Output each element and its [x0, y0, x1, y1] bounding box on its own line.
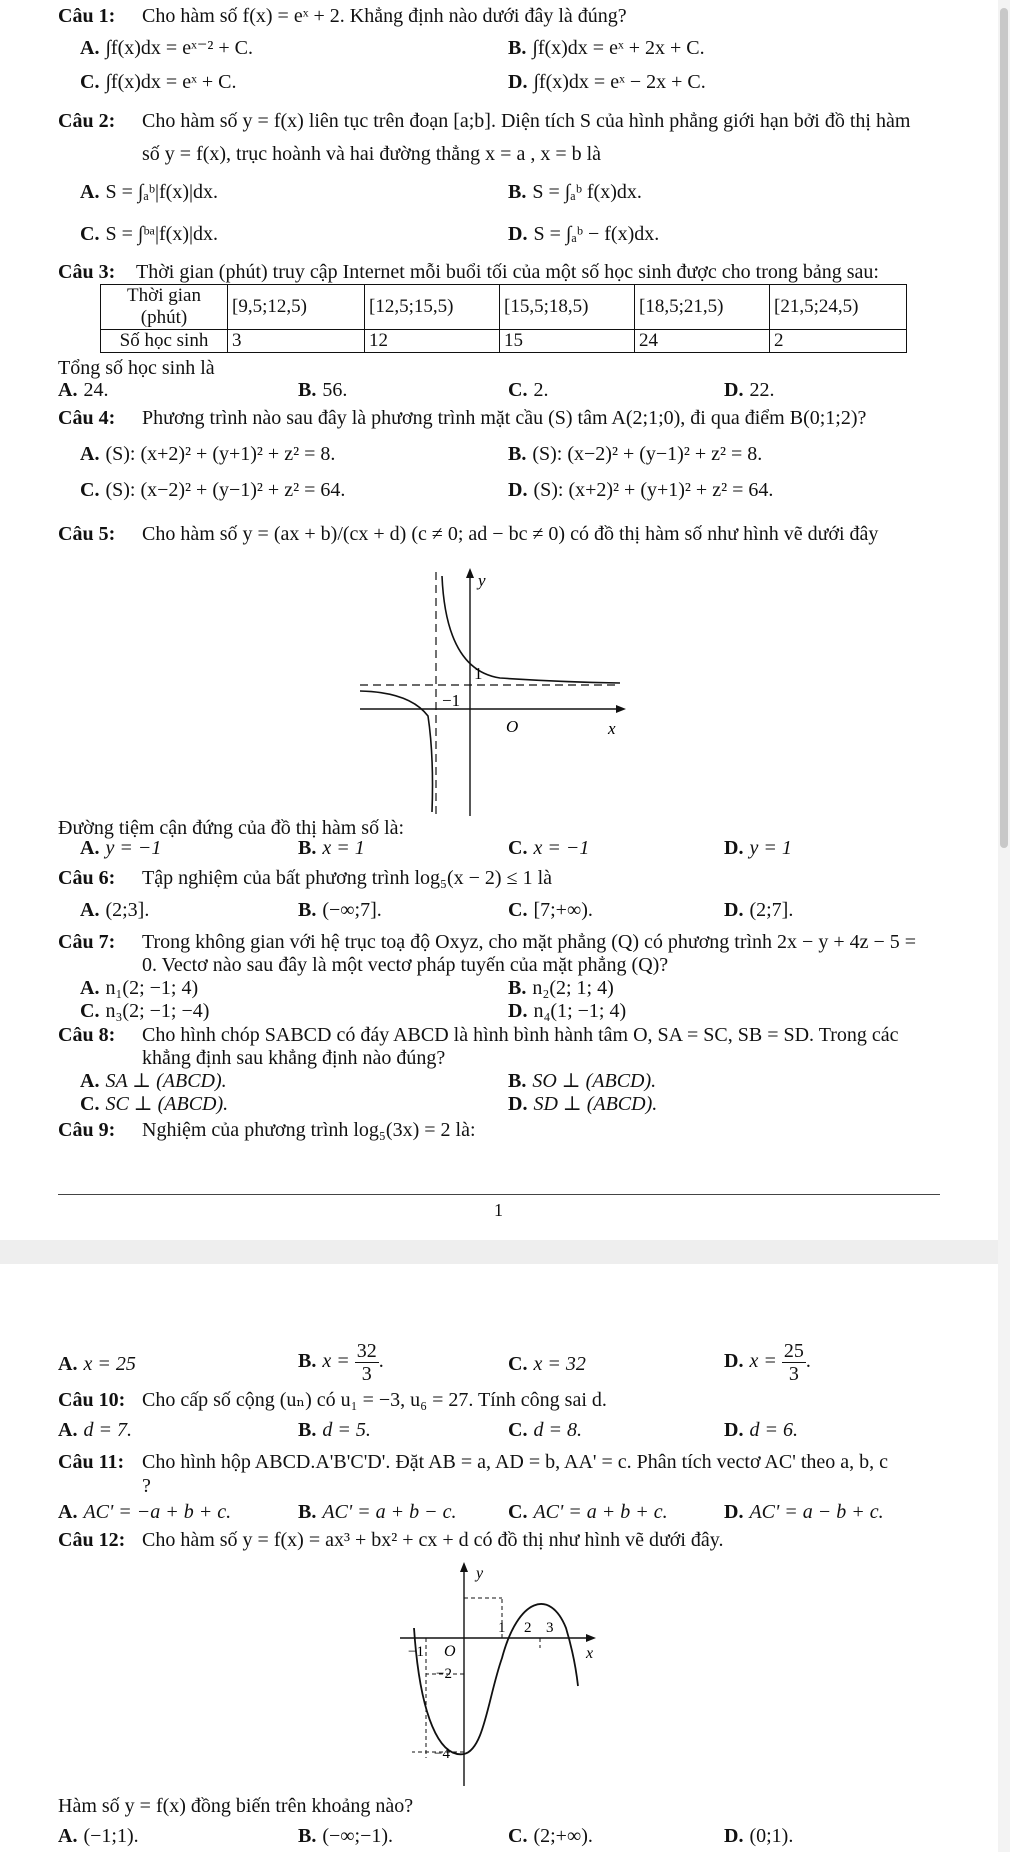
q6-option-b: B. (−∞;7].	[298, 899, 382, 921]
q5-y-tick-label: 1	[474, 664, 483, 683]
table-cell: [21,5;24,5)	[770, 285, 907, 330]
page-separator	[0, 1240, 1010, 1264]
table-cell: [15,5;18,5)	[500, 285, 635, 330]
question-5-heading: Câu 5:	[58, 523, 116, 545]
page-sheet-2	[0, 1264, 1010, 1852]
question-12-after: Hàm số y = f(x) đồng biến trên khoảng nào?	[58, 1795, 414, 1817]
question-4-text: Phương trình nào sau đây là phương trình mặt cầu (S) tâm A(2;1;0), đi qua điểm B(0;1;2)?	[142, 407, 867, 429]
question-4	[58, 406, 866, 430]
table-cell: Số học sinh	[101, 330, 228, 353]
q4-option-a: A. (S): (x+2)² + (y+1)² + z² = 8.	[80, 443, 336, 465]
question-12-text: Cho hàm số y = f(x) = ax³ + bx² + cx + d có đồ thị như hình vẽ dưới đây.	[142, 1529, 724, 1551]
q12-tick-x2: 2	[524, 1620, 532, 1636]
question-7-text-2: 0. Vectơ nào sau đây là một vectơ pháp tuyến của mặt phẳng (Q)?	[142, 954, 669, 976]
q1-option-a: A. ∫f(x)dx = eˣ⁻² + C.	[80, 37, 254, 59]
q12-tick-y-neg2: −2	[436, 1666, 452, 1682]
question-11-heading: Câu 11:	[58, 1451, 125, 1473]
fraction-numerator: 32	[356, 1340, 377, 1362]
q12-x-label: x	[586, 1645, 594, 1662]
q5-option-d: D. y = 1	[724, 837, 792, 859]
question-8-text-2: khẳng định sau khẳng định nào đúng?	[142, 1047, 446, 1069]
question-2-text-2: số y = f(x), trục hoành và hai đường thẳng x = a , x = b là	[142, 143, 602, 165]
q10-option-d: D. d = 6.	[724, 1419, 798, 1441]
q2-option-b: B. S = ∫ₐᵇ f(x)dx.	[508, 181, 642, 203]
question-8-text-1: Cho hình chóp SABCD có đáy ABCD là hình bình hành tâm O, SA = SC, SB = SD. Trong các	[142, 1024, 899, 1046]
question-10	[58, 1388, 607, 1412]
vertical-scrollbar[interactable]	[998, 0, 1010, 1852]
question-3-after: Tổng số học sinh là	[58, 357, 215, 379]
question-7-text-1: Trong không gian với hệ trục toạ độ Oxyz, cho mặt phẳng (Q) có phương trình 2x − y + 4z − 5 =	[142, 931, 917, 953]
q12-y-label: y	[476, 1565, 484, 1582]
q9-option-c: C. x = 32	[508, 1353, 586, 1375]
q7-option-b: B. n₂(2; 1; 4)	[508, 977, 614, 999]
question-8	[58, 1023, 899, 1047]
q11-option-b: B. AC' = a + b − c.	[298, 1501, 457, 1523]
q10-option-c: C. d = 8.	[508, 1419, 582, 1441]
q10-option-b: B. d = 5.	[298, 1419, 371, 1441]
table-row	[101, 285, 907, 330]
question-4-heading: Câu 4:	[58, 407, 116, 429]
q12-cubic-graph	[400, 1558, 600, 1788]
q3-option-a: A. 24.	[58, 379, 109, 401]
q9-option-a: A. x = 25	[58, 1353, 136, 1375]
q12-option-d: D. (0;1).	[724, 1825, 794, 1847]
table-cell: 24	[635, 330, 770, 353]
question-10-text: Cho cấp số cộng (uₙ) có u₁ = −3, u₆ = 27. Tính công sai d.	[142, 1389, 607, 1411]
q2-option-c: C. S = ∫ᵇᵃ|f(x)|dx.	[80, 223, 218, 245]
fraction-denominator: 3	[788, 1363, 799, 1385]
page-footer-rule	[58, 1194, 940, 1195]
question-6-text: Tập nghiệm của bất phương trình log₅(x − 2) ≤ 1 là	[142, 867, 552, 889]
q6-option-c: C. [7;+∞).	[508, 899, 593, 921]
question-5-after: Đường tiệm cận đứng của đồ thị hàm số là:	[58, 817, 405, 839]
question-9	[58, 1118, 476, 1142]
q12-tick-x3: 3	[546, 1620, 554, 1636]
q7-option-c: C. n₃(2; −1; −4)	[80, 1000, 210, 1022]
scrollbar-thumb[interactable]	[1000, 8, 1008, 848]
fraction-denominator: 3	[361, 1363, 372, 1385]
q3-data-table	[100, 284, 907, 353]
q8-option-b: B. SO ⊥ (ABCD).	[508, 1070, 657, 1092]
q5-option-b: B. x = 1	[298, 837, 365, 859]
question-11-text: Cho hình hộp ABCD.A'B'C'D'. Đặt AB = a, AD = b, AA' = c. Phân tích vectơ AC' theo a, b, c	[142, 1451, 889, 1473]
question-9-heading: Câu 9:	[58, 1119, 116, 1141]
q9-option-d: D. x = $\frac{25}{3}$ .	[724, 1340, 811, 1385]
q2-option-d: D. S = ∫ₐᵇ − f(x)dx.	[508, 223, 660, 245]
page-number: 1	[494, 1200, 503, 1220]
table-cell: 15	[500, 330, 635, 353]
q5-curve-right-branch	[442, 576, 620, 683]
q4-option-d: D. (S): (x+2)² + (y+1)² + z² = 64.	[508, 479, 774, 501]
question-7-heading: Câu 7:	[58, 931, 116, 953]
question-11	[58, 1450, 888, 1474]
question-2-heading: Câu 2:	[58, 110, 116, 132]
q6-option-a: A. (2;3].	[80, 899, 150, 921]
table-cell: 2	[770, 330, 907, 353]
q11-option-d: D. AC' = a − b + c.	[724, 1501, 884, 1523]
q7-option-d: D. n₄(1; −1; 4)	[508, 1000, 627, 1022]
q4-option-b: B. (S): (x−2)² + (y−1)² + z² = 8.	[508, 443, 763, 465]
question-5	[58, 522, 878, 546]
q12-tick-y-neg4: −4	[434, 1746, 450, 1762]
q12-option-c: C. (2;+∞).	[508, 1825, 593, 1847]
question-1	[58, 4, 627, 28]
q1-option-d: D. ∫f(x)dx = eˣ − 2x + C.	[508, 71, 706, 93]
question-3-heading: Câu 3:	[58, 261, 116, 283]
q7-option-a: A. n₁(2; −1; 4)	[80, 977, 199, 999]
question-9-text: Nghiệm của phương trình log₅(3x) = 2 là:	[142, 1119, 476, 1141]
q5-option-a: A. y = −1	[80, 837, 162, 859]
q5-y-label: y	[478, 571, 486, 590]
q1-option-c: C. ∫f(x)dx = eˣ + C.	[80, 71, 237, 93]
q5-x-axis-arrow	[616, 705, 626, 713]
question-7	[58, 930, 916, 954]
question-2-text-1: Cho hàm số y = f(x) liên tục trên đoạn [a;b]. Diện tích S của hình phẳng giới hạn bởi đồ thị hàm	[142, 110, 911, 132]
q12-y-axis-arrow	[460, 1562, 468, 1572]
fraction-numerator: 25	[783, 1340, 804, 1362]
q5-hyperbola-graph	[360, 566, 660, 816]
q12-x-axis-arrow	[586, 1634, 596, 1642]
question-5-text: Cho hàm số y = (ax + b)/(cx + d) (c ≠ 0; ad − bc ≠ 0) có đồ thị hàm số như hình vẽ dưới đây	[142, 523, 879, 545]
q6-option-d: D. (2;7].	[724, 899, 794, 921]
q12-tick-x-neg: −1	[408, 1644, 424, 1660]
question-10-heading: Câu 10:	[58, 1389, 126, 1411]
q5-x-label: x	[608, 719, 616, 738]
q8-option-c: C. SC ⊥ (ABCD).	[80, 1093, 229, 1115]
q5-x-tick-label: −1	[442, 691, 461, 710]
q5-option-c: C. x = −1	[508, 837, 590, 859]
question-8-heading: Câu 8:	[58, 1024, 116, 1046]
q8-option-d: D. SD ⊥ (ABCD).	[508, 1093, 658, 1115]
q5-origin-label: O	[506, 717, 519, 736]
q11-option-c: C. AC' = a + b + c.	[508, 1501, 668, 1523]
table-row	[101, 330, 907, 353]
q9-option-b: B. x = $\frac{32}{3}$ .	[298, 1340, 384, 1385]
q11-option-a: A. AC' = −a + b + c.	[58, 1501, 232, 1523]
q3-option-d: D. 22.	[724, 379, 775, 401]
table-cell: [18,5;21,5)	[635, 285, 770, 330]
question-1-heading: Câu 1:	[58, 5, 116, 27]
q2-option-a: A. S = ∫ₐᵇ|f(x)|dx.	[80, 181, 218, 203]
table-cell: [12,5;15,5)	[365, 285, 500, 330]
q8-option-a: A. SA ⊥ (ABCD).	[80, 1070, 227, 1092]
question-12	[58, 1528, 724, 1552]
q3-option-b: B. 56.	[298, 379, 348, 401]
q12-option-b: B. (−∞;−1).	[298, 1825, 394, 1847]
question-6	[58, 866, 552, 890]
q12-origin-label: O	[444, 1643, 456, 1660]
question-3-text: Thời gian (phút) truy cập Internet mỗi buổi tối của một số học sinh được cho trong bảng sau:	[136, 261, 879, 283]
q3-option-c: C. 2.	[508, 379, 549, 401]
question-6-heading: Câu 6:	[58, 867, 116, 889]
q5-y-axis-arrow	[466, 568, 474, 578]
q12-option-a: A. (−1;1).	[58, 1825, 139, 1847]
q1-option-b: B. ∫f(x)dx = eˣ + 2x + C.	[508, 37, 705, 59]
table-cell: Thời gian (phút)	[101, 285, 228, 330]
question-1-text: Cho hàm số f(x) = eˣ + 2. Khẳng định nào dưới đây là đúng?	[142, 5, 627, 27]
question-2	[58, 109, 910, 133]
table-cell: [9,5;12,5)	[228, 285, 365, 330]
question-12-heading: Câu 12:	[58, 1529, 126, 1551]
question-3	[58, 260, 879, 284]
table-cell: 3	[228, 330, 365, 353]
table-cell: 12	[365, 330, 500, 353]
question-11-text-2: ?	[142, 1475, 151, 1497]
q4-option-c: C. (S): (x−2)² + (y−1)² + z² = 64.	[80, 479, 346, 501]
q10-option-a: A. d = 7.	[58, 1419, 132, 1441]
q12-tick-x1: 1	[498, 1620, 506, 1636]
